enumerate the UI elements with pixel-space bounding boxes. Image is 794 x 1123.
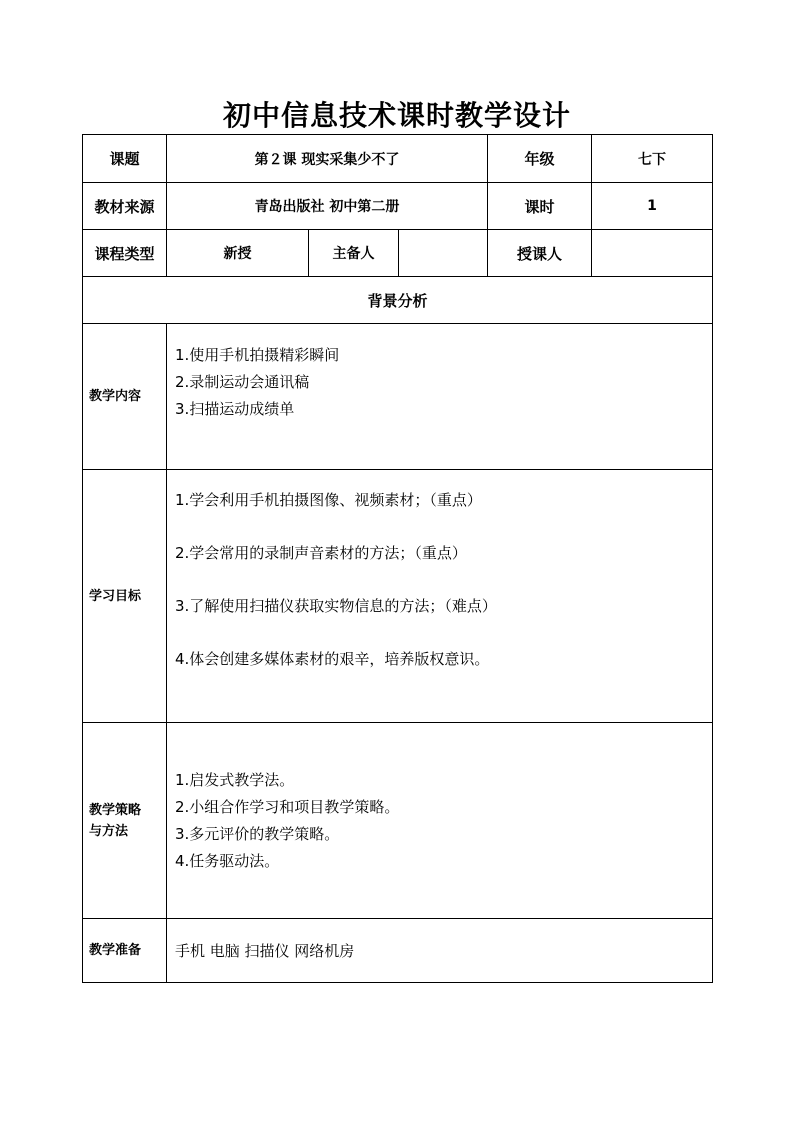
content-item: 2.录制运动会通讯稿 [175, 373, 310, 391]
teacher-label: 授课人 [488, 230, 592, 277]
content-label: 教学内容 [83, 324, 167, 470]
goals-cell [167, 470, 713, 723]
background-row [83, 277, 713, 324]
lesson-plan-table [82, 134, 713, 983]
goal-item: 1.学会利用手机拍摄图像、视频素材；（重点） [175, 491, 482, 509]
prep-value: 手机 电脑 扫描仪 网络机房 [167, 919, 713, 983]
goal-item: 3.了解使用扫描仪获取实物信息的方法；（难点） [175, 597, 497, 615]
grade-value: 七下 [592, 135, 713, 183]
strategy-item: 3.多元评价的教学策略。 [175, 824, 340, 843]
grade-label: 年级 [488, 135, 592, 183]
content-cell [167, 324, 713, 470]
goal-item: 4.体会创建多媒体素材的艰辛，培养版权意识。 [175, 650, 490, 668]
strategy-label-line1: 教学策略 [89, 802, 142, 818]
goals-label: 学习目标 [83, 470, 167, 723]
goal-item: 2.学会常用的录制声音素材的方法；（重点） [175, 544, 467, 562]
content-row [83, 324, 713, 470]
preparer-value [399, 230, 488, 277]
prep-row [83, 919, 713, 983]
topic-label: 课题 [83, 135, 167, 183]
type-row [83, 230, 713, 277]
prep-label: 教学准备 [83, 919, 167, 983]
source-row [83, 183, 713, 230]
document-title: 初中信息技术课时教学设计 [222, 99, 571, 132]
strategy-cell [167, 723, 713, 919]
content-item: 3.扫描运动成绩单 [175, 400, 295, 418]
preparer-label: 主备人 [309, 230, 399, 277]
course-type-label: 课程类型 [83, 230, 167, 277]
teacher-value [592, 230, 713, 277]
strategy-item: 1.启发式教学法。 [175, 770, 295, 789]
strategy-item: 4.任务驱动法。 [175, 851, 280, 870]
strategy-label [83, 723, 167, 919]
content-item: 1.使用手机拍摄精彩瞬间 [175, 346, 340, 364]
strategy-item: 2.小组合作学习和项目教学策略。 [175, 797, 400, 816]
topic-value: 第２课 现实采集少不了 [167, 135, 488, 183]
period-label: 课时 [488, 183, 592, 230]
strategy-label-line2: 与方法 [89, 823, 129, 839]
source-value: 青岛出版社 初中第二册 [167, 183, 488, 230]
goals-row [83, 470, 713, 723]
topic-row [83, 135, 713, 183]
strategy-row [83, 723, 713, 919]
period-value: 1 [592, 183, 713, 230]
background-title: 背景分析 [83, 277, 713, 324]
source-label: 教材来源 [83, 183, 167, 230]
course-type-value: 新授 [167, 230, 309, 277]
